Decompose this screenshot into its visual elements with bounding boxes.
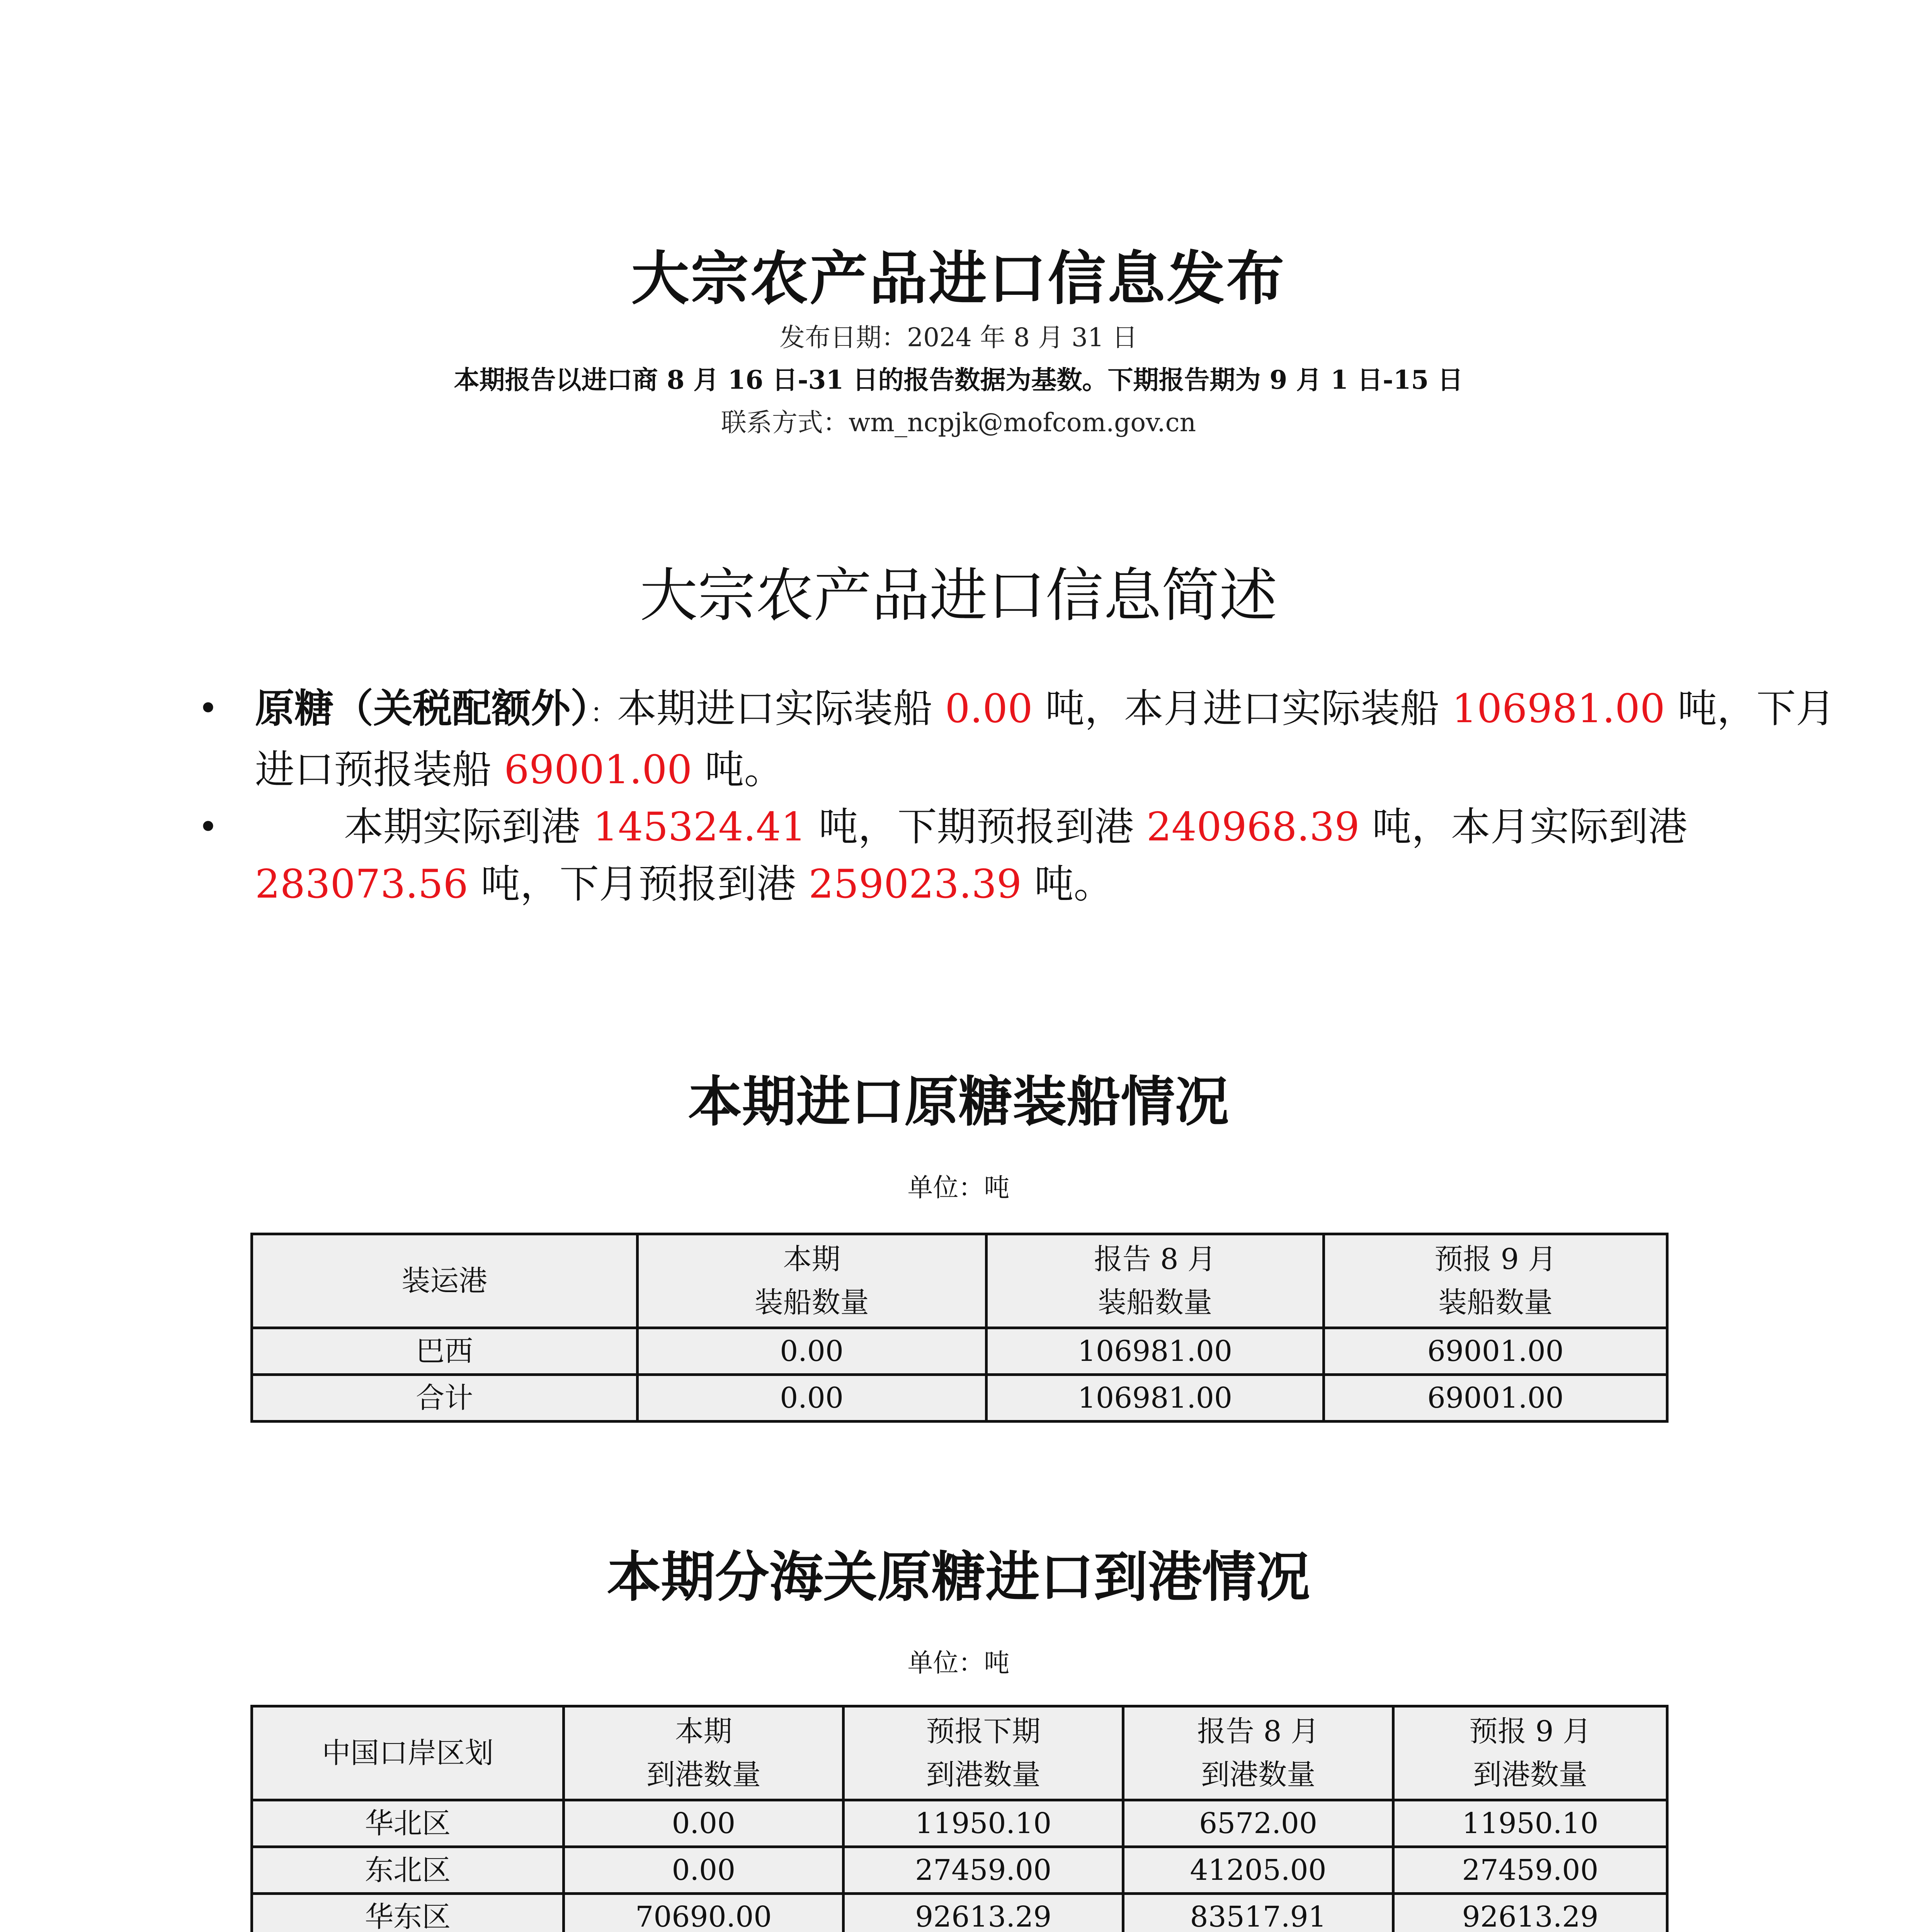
table-header-row [252, 1706, 1667, 1800]
bullet-dot-icon: • [198, 688, 219, 729]
summary-bullet-shipment: • 原糖（关税配额外）：本期进口实际装船 0.00 吨，本月进口实际装船 106981.00 吨，下月进口预报装船 69001.00 吨。 [255, 680, 1859, 799]
table-total-row: 合计 0.00 106981.00 69001.00 [252, 1375, 1667, 1422]
shipment-table-title: 本期进口原糖装船情况 [688, 1070, 1229, 1134]
month-shipment-value: 106981.00 [1452, 686, 1665, 732]
next-month-shipment-value: 69001.00 [504, 747, 692, 793]
header-cell: 装运港 [252, 1234, 638, 1328]
summary-bullet-arrival: • 本期实际到港 145324.41 吨，下期预报到港 240968.39 吨，本月实际到港 283073.56 吨，下月预报到港 259023.39 吨。 [255, 799, 1859, 913]
table-row: 华北区 0.00 11950.10 6572.00 11950.10 [252, 1800, 1667, 1847]
arrival-table [250, 1705, 1669, 1932]
table-header-row [252, 1234, 1667, 1328]
arrival-table-unit: 单位：吨 [907, 1648, 1010, 1678]
table-row: 华东区 70690.00 92613.29 83517.91 92613.29 [252, 1894, 1667, 1932]
header-cell: 预报 9 月 到港数量 [1393, 1706, 1667, 1800]
report-basis: 本期报告以进口商 8 月 16 日-31 日的报告数据为基数。下期报告期为 9 月 1 日-15 日 [454, 365, 1463, 395]
header-cell: 中国口岸区划 [252, 1706, 564, 1800]
header-cell: 报告 8 月 装船数量 [986, 1234, 1324, 1328]
contact-info: 联系方式：wm_ncpjk@mofcom.gov.cn [721, 408, 1196, 437]
table-row: 巴西 0.00 106981.00 69001.00 [252, 1328, 1667, 1375]
header-cell: 本期 到港数量 [564, 1706, 844, 1800]
summary-list [193, 680, 1859, 913]
shipment-table-unit: 单位：吨 [907, 1173, 1010, 1202]
current-shipment-value: 0.00 [945, 686, 1033, 732]
release-date: 发布日期：2024 年 8 月 31 日 [779, 323, 1138, 352]
header-cell: 预报 9 月 装船数量 [1324, 1234, 1667, 1328]
next-period-arrival-value: 240968.39 [1146, 804, 1360, 850]
arrival-table-title: 本期分海关原糖进口到港情况 [607, 1546, 1310, 1609]
header-cell: 预报下期 到港数量 [844, 1706, 1123, 1800]
header-cell: 本期 装船数量 [637, 1234, 986, 1328]
month-arrival-value: 283073.56 [255, 861, 468, 907]
header-cell: 报告 8 月 到港数量 [1123, 1706, 1393, 1800]
table-row: 东北区 0.00 27459.00 41205.00 27459.00 [252, 1847, 1667, 1894]
summary-title: 大宗农产品进口信息简述 [640, 562, 1277, 629]
current-arrival-value: 145324.41 [593, 804, 806, 850]
commodity-name: 原糖（关税配额外） [255, 685, 590, 732]
page-title: 大宗农产品进口信息发布 [631, 245, 1286, 313]
shipment-table [250, 1233, 1669, 1423]
next-month-arrival-value: 259023.39 [808, 861, 1022, 907]
bullet-dot-icon: • [198, 807, 219, 847]
